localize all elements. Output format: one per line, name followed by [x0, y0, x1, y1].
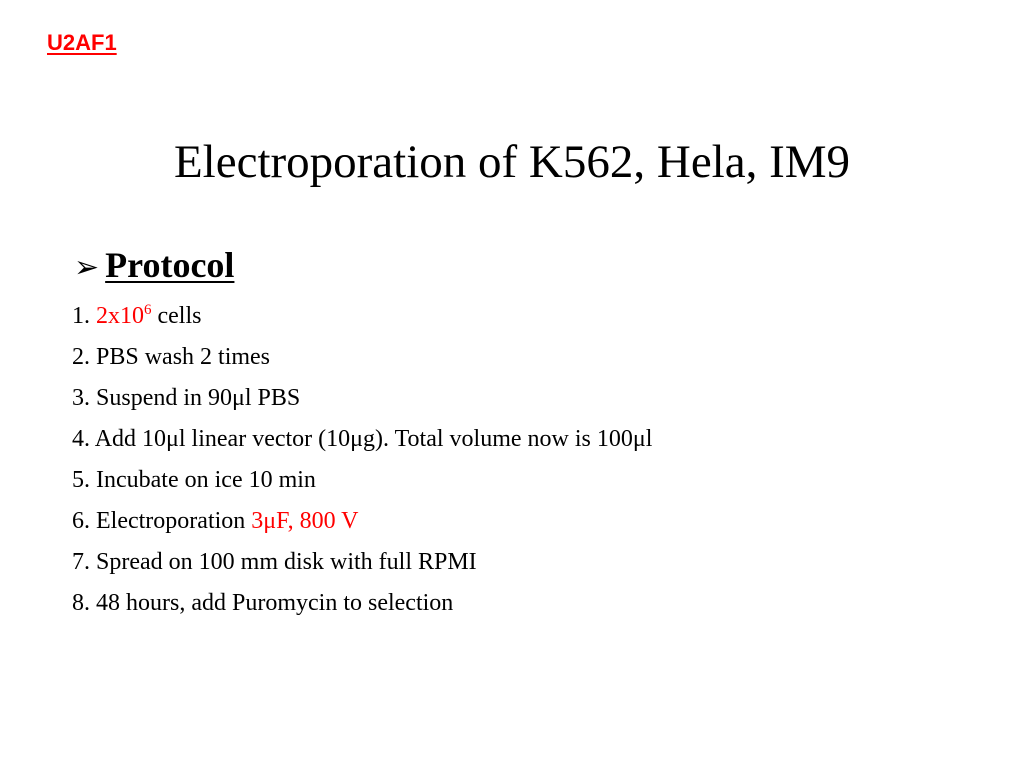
- step-number: 5.: [72, 467, 90, 493]
- step-text: Suspend in 90μl PBS: [96, 385, 301, 411]
- step-text: cells: [157, 303, 202, 329]
- list-item: [72, 504, 652, 545]
- arrowhead-bullet-icon: ➢: [74, 251, 100, 284]
- step-text: Electroporation: [96, 508, 246, 534]
- step-text: Spread on 100 mm disk with full RPMI: [96, 549, 477, 575]
- list-item: [72, 545, 652, 586]
- list-item: [72, 340, 652, 381]
- step-number: 3.: [72, 385, 90, 411]
- step-text: Incubate on ice 10 min: [96, 467, 316, 493]
- heading-label: Protocol: [105, 245, 235, 285]
- step-text: PBS wash 2 times: [96, 344, 271, 370]
- section-heading: [74, 243, 234, 288]
- cell-count-value: 2x10: [96, 303, 144, 329]
- cell-count-exponent: 6: [144, 302, 152, 318]
- list-item: [72, 381, 652, 422]
- step-number: 1.: [72, 303, 90, 329]
- step-number: 4.: [72, 426, 90, 452]
- step-number: 6.: [72, 508, 90, 534]
- step-number: 7.: [72, 549, 90, 575]
- list-item: [72, 463, 652, 504]
- step-text: 48 hours, add Puromycin to selection: [96, 590, 454, 616]
- electroporation-settings: 3μF, 800 V: [251, 508, 359, 534]
- slide-title: Electroporation of K562, Hela, IM9: [173, 136, 851, 188]
- step-number: 8.: [72, 590, 90, 616]
- step-text: Add 10μl linear vector (10μg). Total volume now is 100μl: [94, 426, 653, 452]
- list-item: [72, 586, 652, 627]
- list-item: [72, 422, 652, 463]
- step-number: 2.: [72, 344, 90, 370]
- protocol-steps-list: [72, 299, 652, 627]
- slide-tag: U2AF1: [47, 30, 117, 55]
- list-item: [72, 299, 652, 340]
